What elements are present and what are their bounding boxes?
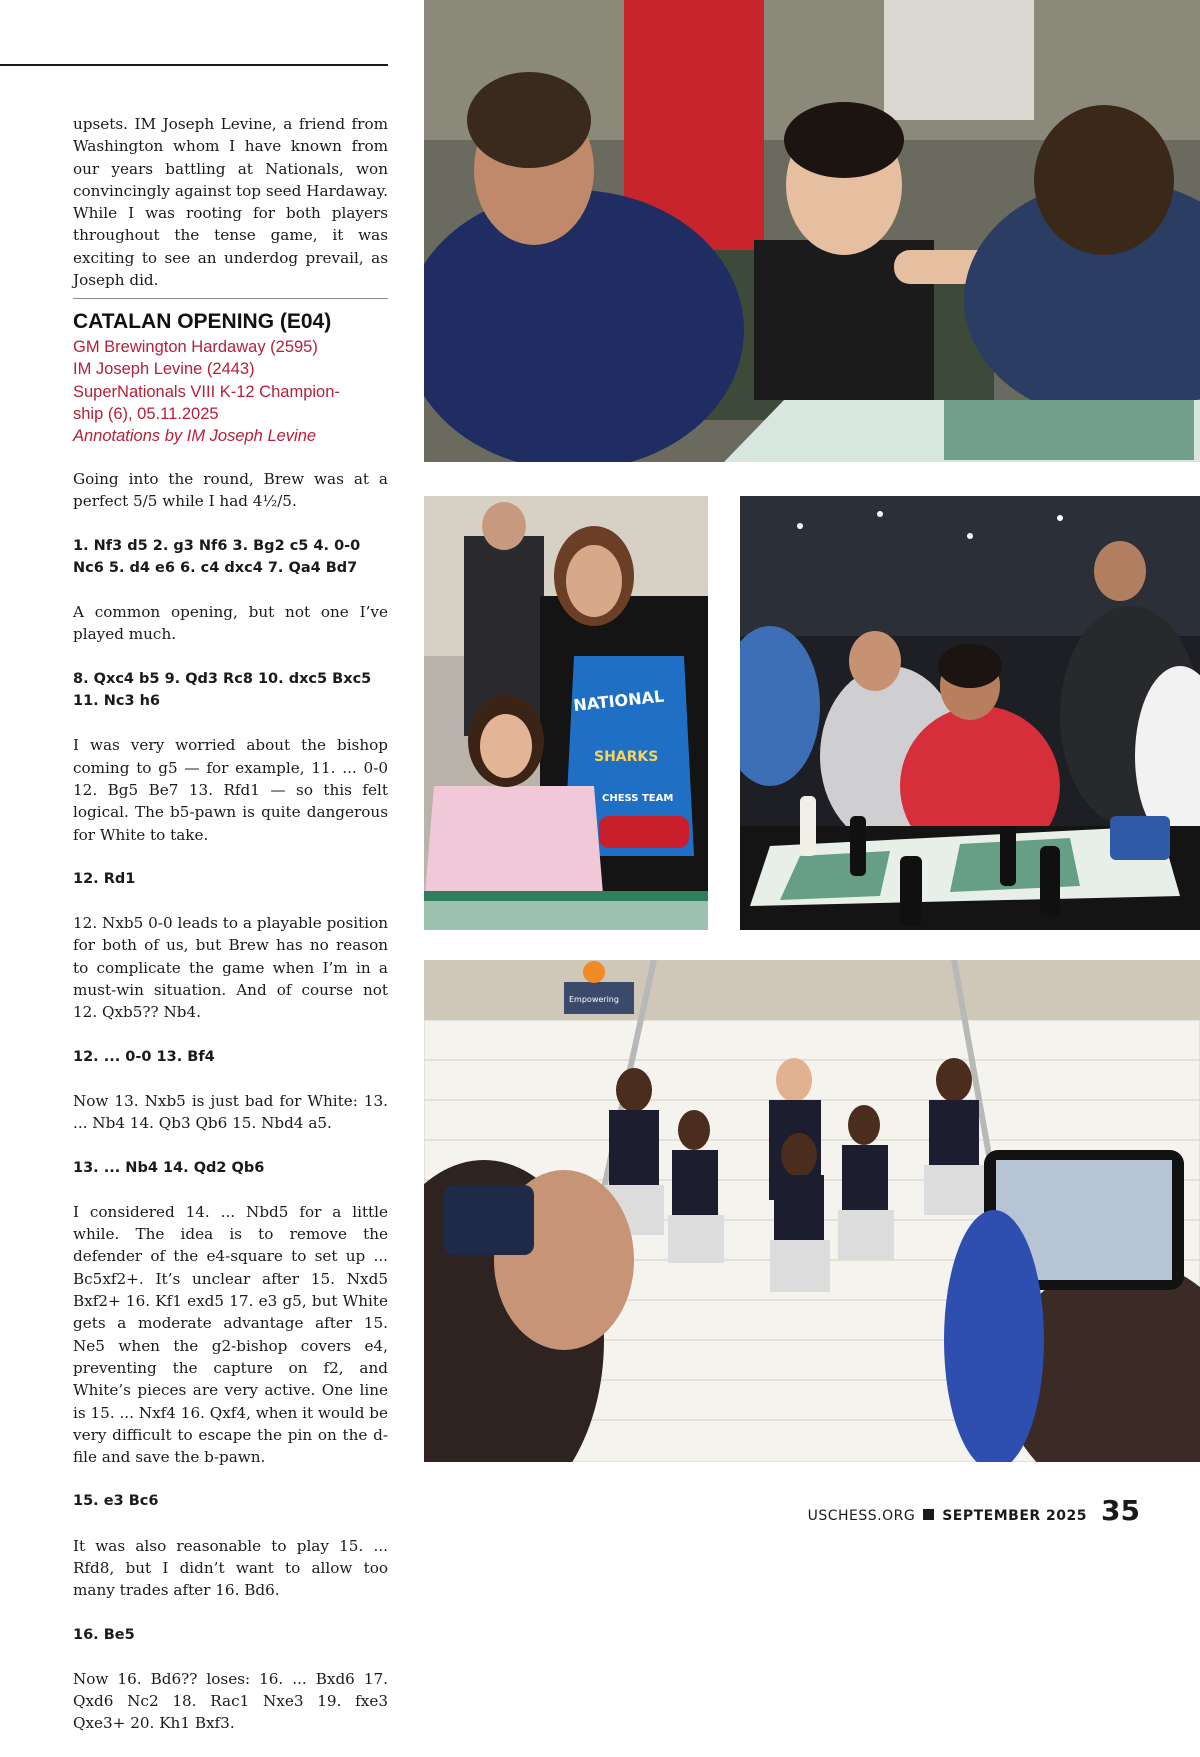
- article-flow: [73, 468, 388, 1757]
- section-5: [73, 1157, 388, 1469]
- move-line: 12. ... 0-0 13. Bf4: [73, 1048, 215, 1065]
- photo-kids-chessboard: [740, 496, 1200, 930]
- shirt-line: CHESS TEAM: [602, 793, 674, 804]
- game-divider: [73, 298, 388, 299]
- page-number: 35: [1101, 1494, 1140, 1527]
- footer-site: USCHESS.ORG: [807, 1508, 916, 1524]
- move-line: 13. ... Nb4 14. Qd2 Qb6: [73, 1159, 265, 1176]
- lead-paragraph: Going into the round, Brew was at a perfect 5/5 while I had 4½/5.: [73, 470, 388, 511]
- intro-paragraph: upsets. IM Joseph Levine, a friend from Washington whom I have known from our years battling at Nationals, won convincingly against top seed Hardaway. While I was rooting for both players throughout the tense game, it was exciting to see an underdog prevail, as Joseph did.: [73, 115, 388, 290]
- white-player: GM Brewington Hardaway (2595): [73, 338, 318, 356]
- photo-mother-daughter: [424, 496, 708, 930]
- black-player: IM Joseph Levine (2443): [73, 360, 255, 379]
- section-3: [73, 868, 388, 1024]
- event-line-2: ship (6), 05.11.2025: [73, 404, 219, 423]
- comment: A common opening, but not one I’ve played much.: [73, 603, 388, 644]
- comment: Now 16. Bd6?? loses: 16. ... Bxd6 17. Qxd6 Nc2 18. Rac1 Nxe3 19. fxe3 Qxe3+ 20. Kh1 Bxf3.: [73, 1669, 388, 1733]
- shirt-subtext: SHARKS: [594, 749, 659, 765]
- move-line: 8. Qxc4 b5 9. Qd3 Rc8 10. dxc5 Bxc5 11. Nc3 h6: [73, 670, 372, 710]
- comment: I was very worried about the bishop coming to g5 — for example, 11. ... 0-0 12. Bg5 Be7 13. Rfd1 — so this felt logical. The b5-pawn is quite dangerous for White to take.: [73, 736, 388, 844]
- section-1: [73, 535, 388, 646]
- comment: It was also reasonable to play 15. ... Rfd8, but I didn’t want to allow too many trades after 16. Bd6.: [73, 1536, 388, 1600]
- game-title: CATALAN OPENING (E04): [73, 310, 332, 333]
- move-line: 12. Rd1: [73, 870, 136, 887]
- comment: Now 13. Nxb5 is just bad for White: 13. ... Nb4 14. Qb3 Qb6 15. Nbd4 a5.: [73, 1091, 388, 1133]
- intro-column: [73, 113, 388, 291]
- game-header: [73, 308, 388, 447]
- event-line-1: SuperNationals VIII K-12 Champion-: [73, 382, 340, 401]
- footer-square-icon: [923, 1509, 934, 1520]
- section-6: [73, 1490, 388, 1601]
- photo-stairs-group: [424, 960, 1200, 1462]
- comment: I considered 14. ... Nbd5 for a little while. The idea is to remove the defender of the e4-square to set up ... Bc5xf2+. It’s unclear after 15. Nxd5 Bxf2+ 16. Kf1 exd5 17. e3 g5, but White gets a moderate advantage after 15. Ne5 when the g2-bishop covers e4, preventing the capture on f2, and White’s pieces are very active. One line is 15. ... Nxf4 16. Qxf4, when it would be very difficult to escape the pin on the d-file and save the b-pawn.: [73, 1202, 388, 1467]
- annotator: Annotations by IM Joseph Levine: [73, 427, 317, 446]
- section-2: [73, 668, 388, 846]
- footer-issue: SEPTEMBER 2025: [942, 1508, 1088, 1524]
- photo-handshake: [424, 0, 1200, 462]
- shirt-text: NATIONAL: [572, 686, 665, 715]
- section-4: [73, 1046, 388, 1135]
- section-7: [73, 1624, 388, 1735]
- move-line: 15. e3 Bc6: [73, 1493, 159, 1510]
- move-line: 1. Nf3 d5 2. g3 Nf6 3. Bg2 c5 4. 0-0 Nc6 5. d4 e6 6. c4 dxc4 7. Qa4 Bd7: [73, 537, 361, 576]
- page-footer: [808, 1494, 1140, 1527]
- move-line: 16. Be5: [73, 1626, 135, 1643]
- banner-text: Empowering: [569, 995, 619, 1004]
- top-rule: [0, 64, 388, 66]
- comment: 12. Nxb5 0-0 leads to a playable position for both of us, but Brew has no reason to complicate the game when I’m in a must-win situation. And of course not 12. Qxb5?? Nb4.: [73, 914, 388, 1022]
